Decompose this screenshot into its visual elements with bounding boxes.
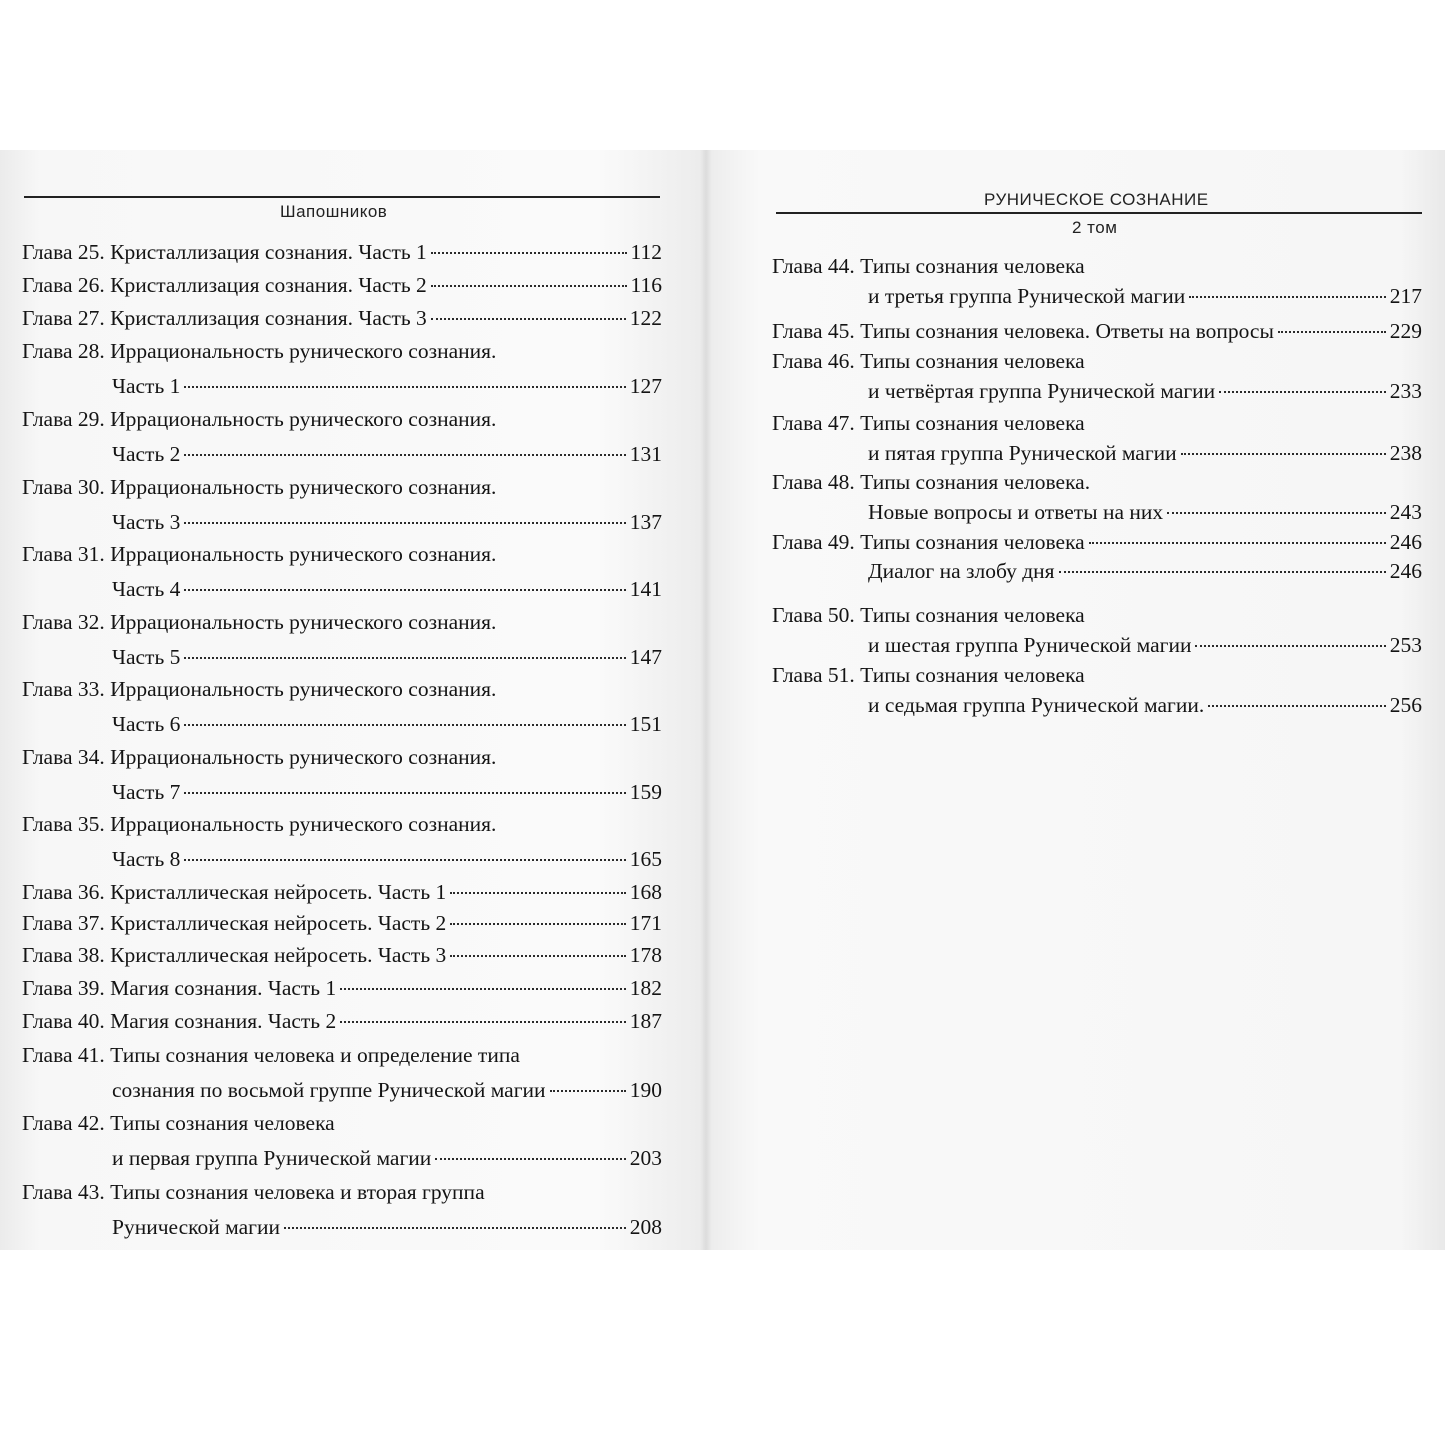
toc-entry-line <box>772 346 1422 376</box>
toc-entry-title: Глава 28. Иррациональность рунического сознания. <box>22 339 497 363</box>
toc-page-number: 116 <box>630 273 662 297</box>
volume-label: 2 том <box>1072 218 1118 237</box>
dot-leader <box>184 859 625 861</box>
dot-leader <box>340 1021 626 1023</box>
toc-entry-title: Глава 46. Типы сознания человека <box>772 349 1085 373</box>
toc-entry-line <box>22 1177 662 1207</box>
dot-leader <box>431 252 627 254</box>
toc-entry-line <box>22 1040 662 1070</box>
toc-entry-title: Часть 3 <box>112 510 181 534</box>
toc-entry-title: Глава 50. Типы сознания человека <box>772 603 1085 627</box>
dot-leader <box>284 1227 626 1229</box>
toc-page-number: 203 <box>629 1146 662 1170</box>
toc-entry-line <box>22 877 662 907</box>
toc-entry-line <box>22 809 662 839</box>
toc-entry-line <box>22 237 662 267</box>
toc-entry-line <box>22 507 662 537</box>
header-rule <box>776 212 1422 214</box>
toc-entry-line <box>22 1006 662 1036</box>
toc-page-number: 178 <box>629 943 662 967</box>
dot-leader <box>1208 705 1385 707</box>
toc-page-number: 233 <box>1389 379 1422 403</box>
dot-leader <box>1167 512 1386 514</box>
toc-entry-title: Глава 49. Типы сознания человека <box>772 530 1085 554</box>
dot-leader <box>184 589 625 591</box>
dot-leader <box>1219 391 1386 393</box>
toc-entry-line <box>22 940 662 970</box>
toc-entry-title: Глава 42. Типы сознания человека <box>22 1111 335 1135</box>
toc-entry-title: Глава 48. Типы сознания человека. <box>772 470 1091 494</box>
toc-entry-title: Часть 6 <box>112 712 181 736</box>
dot-leader <box>450 892 626 894</box>
toc-entry-title: Глава 31. Иррациональность рунического сознания. <box>22 542 497 566</box>
toc-page-number: 208 <box>629 1215 662 1239</box>
dot-leader <box>1195 645 1385 647</box>
book-spread <box>0 150 1445 1250</box>
toc-page-number: 168 <box>629 880 662 904</box>
toc-entry-title: Глава 45. Типы сознания человека. Ответы на вопросы <box>772 319 1274 343</box>
dot-leader <box>184 657 625 659</box>
toc-page-number: 112 <box>630 240 662 264</box>
dot-leader <box>1278 331 1386 333</box>
dot-leader <box>1059 571 1386 573</box>
toc-entry-line <box>22 539 662 569</box>
toc-page-number: 229 <box>1389 319 1422 343</box>
toc-entry-line <box>772 600 1422 630</box>
toc-entry-line <box>22 607 662 637</box>
toc-entry-line <box>772 376 1422 406</box>
toc-entry-line <box>22 270 662 300</box>
toc-entry-line <box>772 251 1422 281</box>
toc-page-number: 246 <box>1389 530 1422 554</box>
toc-entry-line <box>22 574 662 604</box>
toc-entry-title: Глава 47. Типы сознания человека <box>772 411 1085 435</box>
toc-page-number: 187 <box>629 1009 662 1033</box>
dot-leader <box>431 285 627 287</box>
toc-entry-title: Глава 26. Кристаллизация сознания. Часть 2 <box>22 273 427 297</box>
toc-entry-line <box>772 408 1422 438</box>
toc-entry-title: Глава 32. Иррациональность рунического сознания. <box>22 610 497 634</box>
toc-entry-line <box>22 371 662 401</box>
toc-entry-line <box>22 336 662 366</box>
toc-entry-title: Глава 37. Кристаллическая нейросеть. Часть 2 <box>22 911 447 935</box>
dot-leader <box>450 955 626 957</box>
toc-entry-title: Новые вопросы и ответы на них <box>868 500 1164 524</box>
dot-leader <box>550 1090 626 1092</box>
toc-page-number: 253 <box>1389 633 1422 657</box>
toc-entry-title: Часть 2 <box>112 442 181 466</box>
dot-leader <box>184 454 625 456</box>
toc-entry-line <box>22 1143 662 1173</box>
toc-entry-title: Часть 7 <box>112 780 181 804</box>
toc-entry-title: сознания по восьмой группе Рунической магии <box>112 1078 546 1102</box>
dot-leader <box>184 522 625 524</box>
toc-entry-line <box>22 642 662 672</box>
toc-entry-line <box>22 404 662 434</box>
toc-page-number: 171 <box>629 911 662 935</box>
toc-entry-line <box>772 527 1422 557</box>
dot-leader <box>340 988 626 990</box>
toc-page-number: 151 <box>629 712 662 736</box>
toc-entry-title: Часть 8 <box>112 847 181 871</box>
toc-page-number: 127 <box>629 374 662 398</box>
toc-page-number: 190 <box>629 1078 662 1102</box>
toc-entry-title: Часть 5 <box>112 645 181 669</box>
toc-entry-line <box>772 438 1422 468</box>
toc-page-number: 217 <box>1389 284 1422 308</box>
toc-page-number: 256 <box>1389 693 1422 717</box>
toc-entry-title: Глава 29. Иррациональность рунического сознания. <box>22 407 497 431</box>
toc-entry-title: Глава 38. Кристаллическая нейросеть. Часть 3 <box>22 943 447 967</box>
dot-leader <box>1189 296 1386 298</box>
toc-page-number: 141 <box>629 577 662 601</box>
toc-entry-line <box>22 1108 662 1138</box>
toc-entry-title: Глава 39. Магия сознания. Часть 1 <box>22 976 337 1000</box>
toc-entry-title: Глава 44. Типы сознания человека <box>772 254 1085 278</box>
toc-page-number: 122 <box>629 306 662 330</box>
toc-entry-line <box>22 973 662 1003</box>
toc-entry-line <box>22 472 662 502</box>
toc-page-number: 182 <box>629 976 662 1000</box>
toc-page-number: 238 <box>1389 441 1422 465</box>
toc-entry-line <box>22 303 662 333</box>
toc-entry-line <box>22 777 662 807</box>
toc-entry-title: и третья группа Рунической магии <box>868 284 1186 308</box>
toc-entry-title: и пятая группа Рунической магии <box>868 441 1177 465</box>
toc-entry-line <box>22 908 662 938</box>
toc-entry-title: Глава 33. Иррациональность рунического сознания. <box>22 677 497 701</box>
toc-entry-title: Глава 34. Иррациональность рунического сознания. <box>22 745 497 769</box>
toc-entry-line <box>772 630 1422 660</box>
dot-leader <box>450 923 626 925</box>
toc-entry-line <box>22 1075 662 1105</box>
dot-leader <box>184 724 625 726</box>
toc-entry-line <box>772 497 1422 527</box>
running-head-title: РУНИЧЕСКОЕ СОЗНАНИЕ <box>984 190 1209 209</box>
toc-entry-line <box>772 281 1422 311</box>
toc-entry-line <box>22 844 662 874</box>
toc-entry-line <box>22 439 662 469</box>
toc-entry-title: Глава 30. Иррациональность рунического сознания. <box>22 475 497 499</box>
toc-entry-title: Глава 27. Кристаллизация сознания. Часть 3 <box>22 306 427 330</box>
dot-leader <box>1181 453 1386 455</box>
toc-entry-line <box>772 316 1422 346</box>
toc-page-number: 137 <box>629 510 662 534</box>
dot-leader <box>431 318 626 320</box>
toc-entry-line <box>772 467 1422 497</box>
toc-entry-line <box>772 660 1422 690</box>
toc-page-number: 159 <box>629 780 662 804</box>
toc-entry-title: Глава 51. Типы сознания человека <box>772 663 1085 687</box>
header-rule <box>24 196 660 198</box>
toc-page-number: 246 <box>1389 559 1422 583</box>
toc-entry-line <box>22 674 662 704</box>
toc-entry-line <box>22 1212 662 1242</box>
right-page <box>772 150 1422 1250</box>
toc-entry-line <box>22 742 662 772</box>
toc-entry-title: Глава 43. Типы сознания человека и вторая группа <box>22 1180 485 1204</box>
toc-entry-title: Глава 41. Типы сознания человека и определение типа <box>22 1043 520 1067</box>
toc-entry-title: и шестая группа Рунической магии <box>868 633 1192 657</box>
toc-page-number: 243 <box>1389 500 1422 524</box>
toc-entry-title: и седьмая группа Рунической магии. <box>868 693 1205 717</box>
toc-entry-title: Глава 36. Кристаллическая нейросеть. Часть 1 <box>22 880 447 904</box>
toc-page-number: 147 <box>629 645 662 669</box>
dot-leader <box>435 1158 625 1160</box>
running-head-author: Шапошников <box>280 202 388 221</box>
toc-entry-title: и четвёртая группа Рунической магии <box>868 379 1216 403</box>
toc-entry-line <box>772 556 1422 586</box>
toc-entry-title: Глава 40. Магия сознания. Часть 2 <box>22 1009 337 1033</box>
dot-leader <box>184 386 625 388</box>
toc-entry-title: Часть 1 <box>112 374 181 398</box>
dot-leader <box>1089 542 1386 544</box>
toc-entry-title: Глава 35. Иррациональность рунического сознания. <box>22 812 497 836</box>
dot-leader <box>184 792 625 794</box>
left-page <box>22 150 662 1250</box>
toc-entry-title: Диалог на злобу дня <box>868 559 1055 583</box>
toc-page-number: 131 <box>629 442 662 466</box>
toc-entry-title: и первая группа Рунической магии <box>112 1146 432 1170</box>
toc-page-number: 165 <box>629 847 662 871</box>
toc-entry-title: Часть 4 <box>112 577 181 601</box>
toc-entry-title: Глава 25. Кристаллизация сознания. Часть 1 <box>22 240 427 264</box>
toc-entry-line <box>772 690 1422 720</box>
toc-entry-line <box>22 709 662 739</box>
toc-entry-title: Рунической магии <box>112 1215 280 1239</box>
